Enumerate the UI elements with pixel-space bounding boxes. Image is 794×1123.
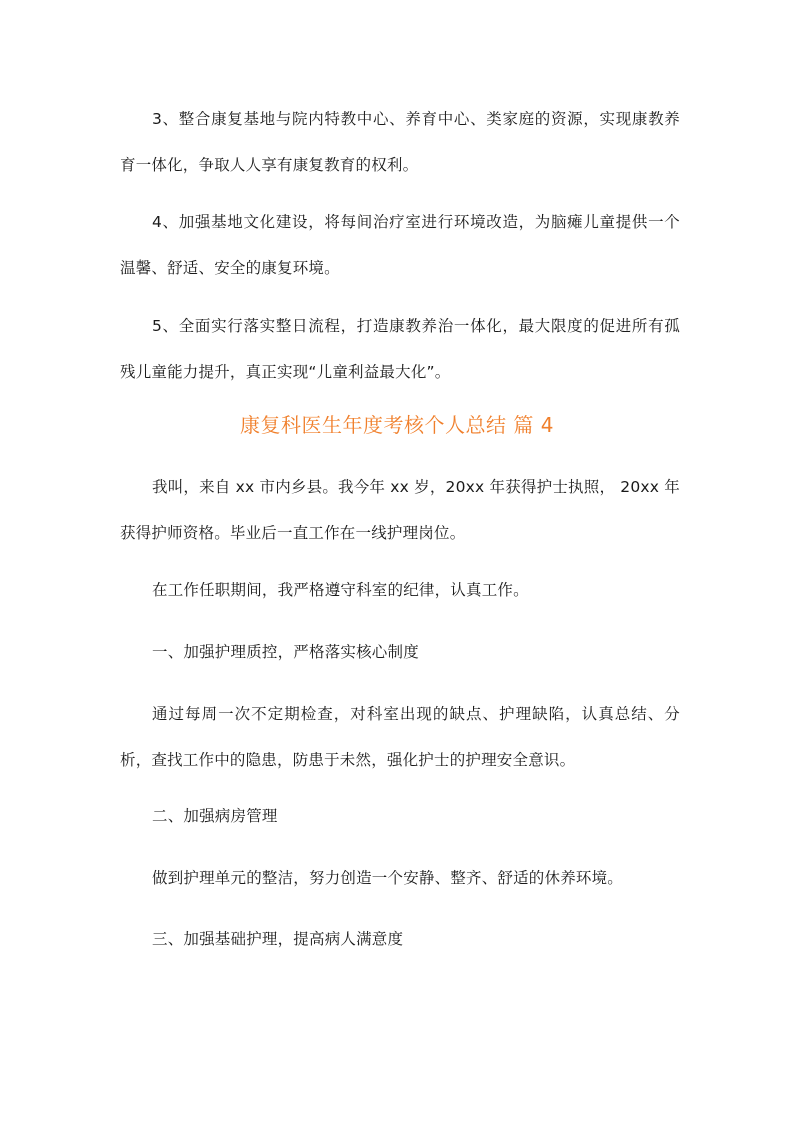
subheading-basic-care: 三、加强基础护理，提高病人满意度 bbox=[152, 930, 404, 948]
paragraph-item-3: 3、整合康复基地与院内特教中心、养育中心、类家庭的资源，实现康教养育一体化，争取人人享有康复教育的权利。 bbox=[120, 110, 680, 174]
subheading-ward-management: 二、加强病房管理 bbox=[152, 807, 278, 825]
subheading-quality-control: 一、加强护理质控，严格落实核心制度 bbox=[152, 643, 419, 661]
paragraph-weekly-inspection: 通过每周一次不定期检查，对科室出现的缺点、护理缺陷，认真总结、分析，查找工作中的隐患，防患于未然，强化护士的护理安全意识。 bbox=[120, 705, 680, 769]
section-title: 康复科医生年度考核个人总结 篇 4 bbox=[240, 413, 554, 437]
paragraph-intro: 我叫，来自 xx 市内乡县。我今年 xx 岁，20xx 年获得护士执照， 20xx 年获得护师资格。毕业后一直工作在一线护理岗位。 bbox=[120, 478, 680, 542]
paragraph-item-4: 4、加强基地文化建设，将每间治疗室进行环境改造，为脑瘫儿童提供一个温馨、舒适、安全的康复环境。 bbox=[120, 213, 680, 277]
paragraph-item-5: 5、全面实行落实整日流程，打造康教养治一体化，最大限度的促进所有孤残儿童能力提升，真正实现“儿童利益最大化”。 bbox=[120, 317, 680, 381]
paragraph-discipline: 在工作任职期间，我严格遵守科室的纪律，认真工作。 bbox=[152, 581, 529, 599]
paragraph-ward-environment: 做到护理单元的整洁，努力创造一个安静、整齐、舒适的休养环境。 bbox=[152, 869, 624, 887]
